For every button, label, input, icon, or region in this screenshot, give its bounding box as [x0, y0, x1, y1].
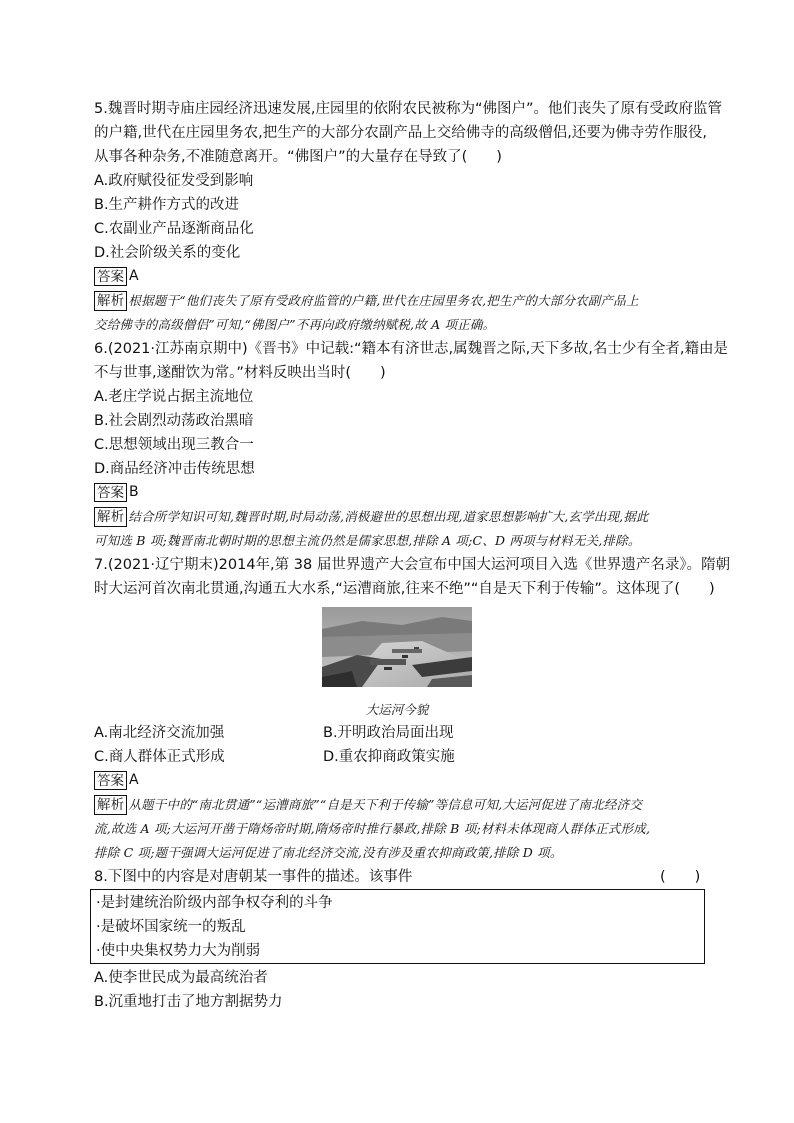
- q6-answer-value: B: [129, 484, 139, 500]
- q5-option-c: C.农副业产品逐渐商品化: [94, 221, 254, 237]
- q5-option-a: A.政府赋役征发受到影响: [94, 173, 254, 189]
- grand-canal-photo: [322, 607, 472, 687]
- q5-explanation-text-1: 根据题干“他们丧失了原有受政府监管的户籍,世代在庄园里务农,把生产的大部分农副产品上: [128, 293, 639, 308]
- q8-option-b: B.沉重地打击了地方割据势力: [94, 994, 283, 1010]
- q8-box-item-2: ·是破坏国家统一的叛乱: [96, 919, 246, 935]
- q5-explanation-line-1: [94, 290, 639, 312]
- q7-answer-label: 答案: [94, 771, 127, 790]
- q5-explanation-label: 解析: [94, 291, 127, 311]
- q5-option-b: B.生产耕作方式的改进: [94, 197, 240, 213]
- q8-option-a: A.使李世民成为最高统治者: [94, 970, 268, 986]
- grand-canal-illustration: [322, 607, 472, 687]
- q6-option-b: B.社会剧烈动荡政治黑暗: [94, 413, 254, 429]
- q8-description-box: [90, 889, 705, 964]
- q7-explanation-line-2: 流,故选 A 项;大运河开凿于隋炀帝时期,隋炀帝时推行暴政,排除 B 项;材料未体现商人群体正式形成,: [94, 821, 651, 836]
- q7-line-2: 时大运河首次南北贯通,沟通五大水系,“运漕商旅,往来不绝”“自是天下利于传输”。这体现了( ): [94, 581, 715, 597]
- q6-line-2: 不与世事,遂酣饮为常。”材料反映出当时( ): [94, 365, 386, 381]
- q7-explanation-line-1: [94, 794, 642, 816]
- q6-option-c: C.思想领域出现三教合一: [94, 437, 254, 453]
- q8-stem: 8.下图中的内容是对唐朝某一事件的描述。该事件: [94, 869, 413, 885]
- photo-caption: 大运河今貌: [365, 702, 429, 717]
- q7-explanation-line-3: 排除 C 项;题干强调大运河促进了南北经济交流,没有涉及重农抑商政策,排除 D 项。: [94, 845, 563, 860]
- q6-option-a: A.老庄学说占据主流地位: [94, 389, 254, 405]
- q7-option-b: B.开明政治局面出现: [323, 725, 454, 741]
- q5-explanation-line-2: 交给佛寺的高级僧侣”可知,“佛图户”不再向政府缴纳赋税,故 A 项正确。: [94, 317, 496, 332]
- q6-answer-label: 答案: [94, 483, 127, 502]
- q5-line-2: 的户籍,世代在庄园里务农,把生产的大部分农副产品上交给佛寺的高级僧侣,还要为佛寺劳作服役,: [94, 125, 707, 141]
- q8-answer-paren: ( ): [660, 869, 701, 885]
- q6-explanation-label: 解析: [94, 507, 127, 527]
- q6-explanation-text-1: 结合所学知识可知,魏晋时期,时局动荡,消极避世的思想出现,道家思想影响扩大,玄学出现,据此: [128, 509, 649, 524]
- q7-option-a: A.南北经济交流加强: [94, 725, 225, 741]
- q8-box-item-1: ·是封建统治阶级内部争权夺利的斗争: [96, 895, 333, 911]
- q5-answer-value: A: [129, 268, 139, 284]
- q6-option-d: D.商品经济冲击传统思想: [94, 461, 255, 477]
- q5-option-d: D.社会阶级关系的变化: [94, 245, 241, 261]
- q7-answer-value: A: [129, 772, 139, 788]
- q5-line-1: 5.魏晋时期寺庙庄园经济迅速发展,庄园里的依附农民被称为“佛图户”。他们丧失了原有受政府监管: [94, 101, 722, 117]
- q7-option-d: D.重农抑商政策实施: [323, 749, 455, 765]
- q7-line-1: 7.(2021·辽宁期末)2014年,第 38 届世界遗产大会宣布中国大运河项目入选《世界遗产名录》。隋朝: [94, 557, 731, 573]
- q5-answer-label: 答案: [94, 267, 127, 286]
- q7-explanation-label: 解析: [94, 795, 127, 815]
- q7-explanation-text-1: 从题干中的“南北贯通”“运漕商旅”“自是天下利于传输”等信息可知,大运河促进了南北经济交: [128, 797, 643, 812]
- q7-option-c: C.商人群体正式形成: [94, 749, 225, 765]
- q6-explanation-line-2: 可知选 B 项;魏晋南北朝时期的思想主流仍然是儒家思想,排除 A 项;C、D 两项与材料无关,排除。: [94, 533, 641, 548]
- q5-line-3: 从事各种杂务,不准随意离开。“佛图户”的大量存在导致了( ): [94, 149, 502, 165]
- q8-box-item-3: ·使中央集权势力大为削弱: [96, 943, 261, 959]
- q6-line-1: 6.(2021·江苏南京期中)《晋书》中记载:“籍本有济世志,属魏晋之际,天下多故,名士少有全者,籍由是: [94, 341, 728, 357]
- q6-explanation-line-1: [94, 506, 649, 528]
